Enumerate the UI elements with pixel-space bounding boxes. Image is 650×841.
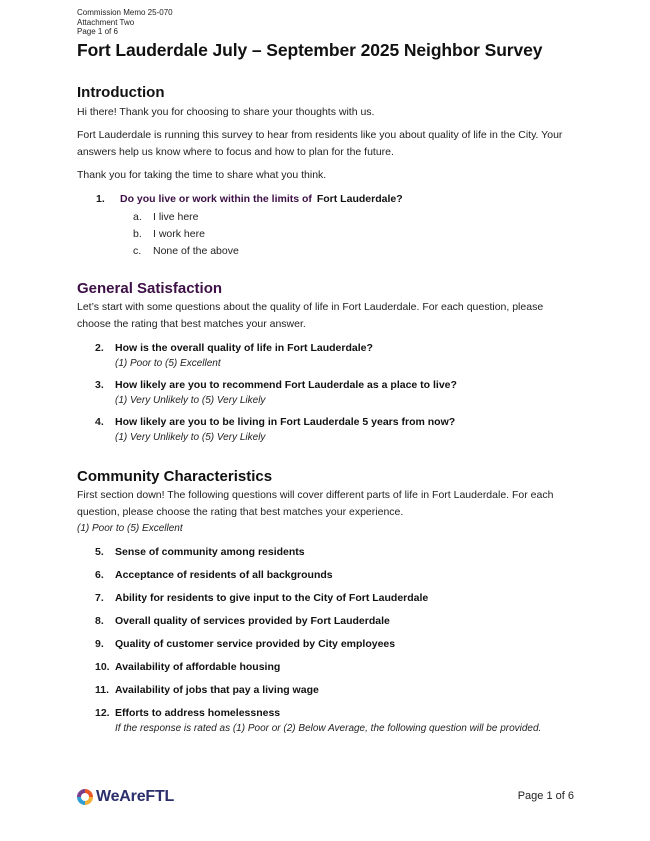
memo-header	[77, 8, 173, 37]
answer-option[interactable]: b. I work here	[133, 228, 205, 240]
intro-paragraph-2: Fort Lauderdale is running this survey to hear from residents like you about quality of life in the City. Your answers help us know where to focus and how to plan for the future.	[77, 129, 563, 158]
question-10: 10. Availability of affordable housing	[77, 660, 577, 675]
page-footer	[77, 786, 574, 810]
logo-text: WeAreFTL	[96, 788, 175, 805]
introduction-heading: Introduction	[77, 84, 165, 101]
community-characteristics-heading: Community Characteristics	[77, 468, 273, 485]
answer-option[interactable]: c. None of the above	[133, 245, 239, 257]
question-text: How likely are you to recommend Fort Lauderdale as a place to live?	[115, 379, 457, 391]
intro-paragraph-1: Hi there! Thank you for choosing to share your thoughts with us.	[77, 106, 375, 118]
question-3: 3. How likely are you to recommend Fort Lauderdale as a place to live? (1) Very Unlikely to (5) Very Likely	[77, 378, 577, 409]
question-6: 6. Acceptance of residents of all backgrounds	[77, 568, 577, 583]
question-9: 9. Quality of customer service provided by City employees	[77, 637, 577, 652]
question-1	[77, 192, 577, 260]
answer-option[interactable]: a. I live here	[133, 211, 199, 223]
question-text: Acceptance of residents of all backgrounds	[115, 569, 333, 581]
page-content	[77, 40, 577, 737]
attachment-label: Attachment Two	[77, 17, 135, 27]
general-satisfaction-intro: Let’s start with some questions about the quality of life in Fort Lauderdale. For each question, please choose the rating that best matches your answer.	[77, 301, 544, 330]
answer-options	[133, 209, 577, 260]
question-text: Efforts to address homelessness	[115, 707, 281, 719]
question-text: Sense of community among residents	[115, 546, 305, 558]
question-text: Do you live or work within the limits of	[120, 193, 312, 205]
question-number: 1.	[96, 193, 105, 205]
question-text: Availability of affordable housing	[115, 661, 281, 673]
question-text: Overall quality of services provided by Fort Lauderdale	[115, 615, 390, 627]
rating-scale: (1) Poor to (5) Excellent	[115, 358, 221, 369]
rating-scale: (1) Very Unlikely to (5) Very Likely	[115, 432, 266, 443]
question-11: 11. Availability of jobs that pay a living wage	[77, 683, 577, 698]
memo-number: Commission Memo 25-070	[77, 8, 173, 17]
question-text-city: Fort Lauderdale?	[316, 193, 403, 205]
question-text: How is the overall quality of life in Fort Lauderdale?	[115, 342, 373, 354]
question-8: 8. Overall quality of services provided by Fort Lauderdale	[77, 614, 577, 629]
question-7: 7. Ability for residents to give input to the City of Fort Lauderdale	[77, 591, 577, 606]
intro-paragraph-3: Thank you for taking the time to share what you think.	[77, 169, 327, 181]
question-4: 4. How likely are you to be living in Fort Lauderdale 5 years from now? (1) Very Unlikely to (5) Very Likely	[77, 415, 577, 446]
question-text: Quality of customer service provided by City employees	[115, 638, 396, 650]
question-2: 2. How is the overall quality of life in Fort Lauderdale? (1) Poor to (5) Excellent	[77, 341, 577, 372]
document-title: Fort Lauderdale July – September 2025 Neighbor Survey	[77, 40, 543, 60]
logo-mark-icon	[77, 789, 93, 805]
memo-page-label: Page 1 of 6	[77, 27, 118, 36]
question-text: Ability for residents to give input to the City of Fort Lauderdale	[115, 592, 429, 604]
page-number: Page 1 of 6	[517, 790, 574, 802]
question-5: 5. Sense of community among residents	[77, 545, 577, 560]
question-12: 12. Efforts to address homelessness If the response is rated as (1) Poor or (2) Below Average, the following question will be provided.	[77, 706, 577, 737]
community-characteristics-intro: First section down! The following questions will cover different parts of life in Fort Lauderdale. For each question, please choose the rating that best matches your experience.	[77, 489, 554, 518]
question-text: How likely are you to be living in Fort Lauderdale 5 years from now?	[115, 416, 456, 428]
follow-up-note: If the response is rated as (1) Poor or (2) Below Average, the following question will be provided.	[115, 723, 542, 734]
general-satisfaction-heading: General Satisfaction	[77, 280, 223, 297]
rating-scale: (1) Poor to (5) Excellent	[77, 523, 183, 534]
rating-scale: (1) Very Unlikely to (5) Very Likely	[115, 395, 266, 406]
question-text: Availability of jobs that pay a living wage	[115, 684, 319, 696]
wearefl-logo	[77, 788, 174, 806]
